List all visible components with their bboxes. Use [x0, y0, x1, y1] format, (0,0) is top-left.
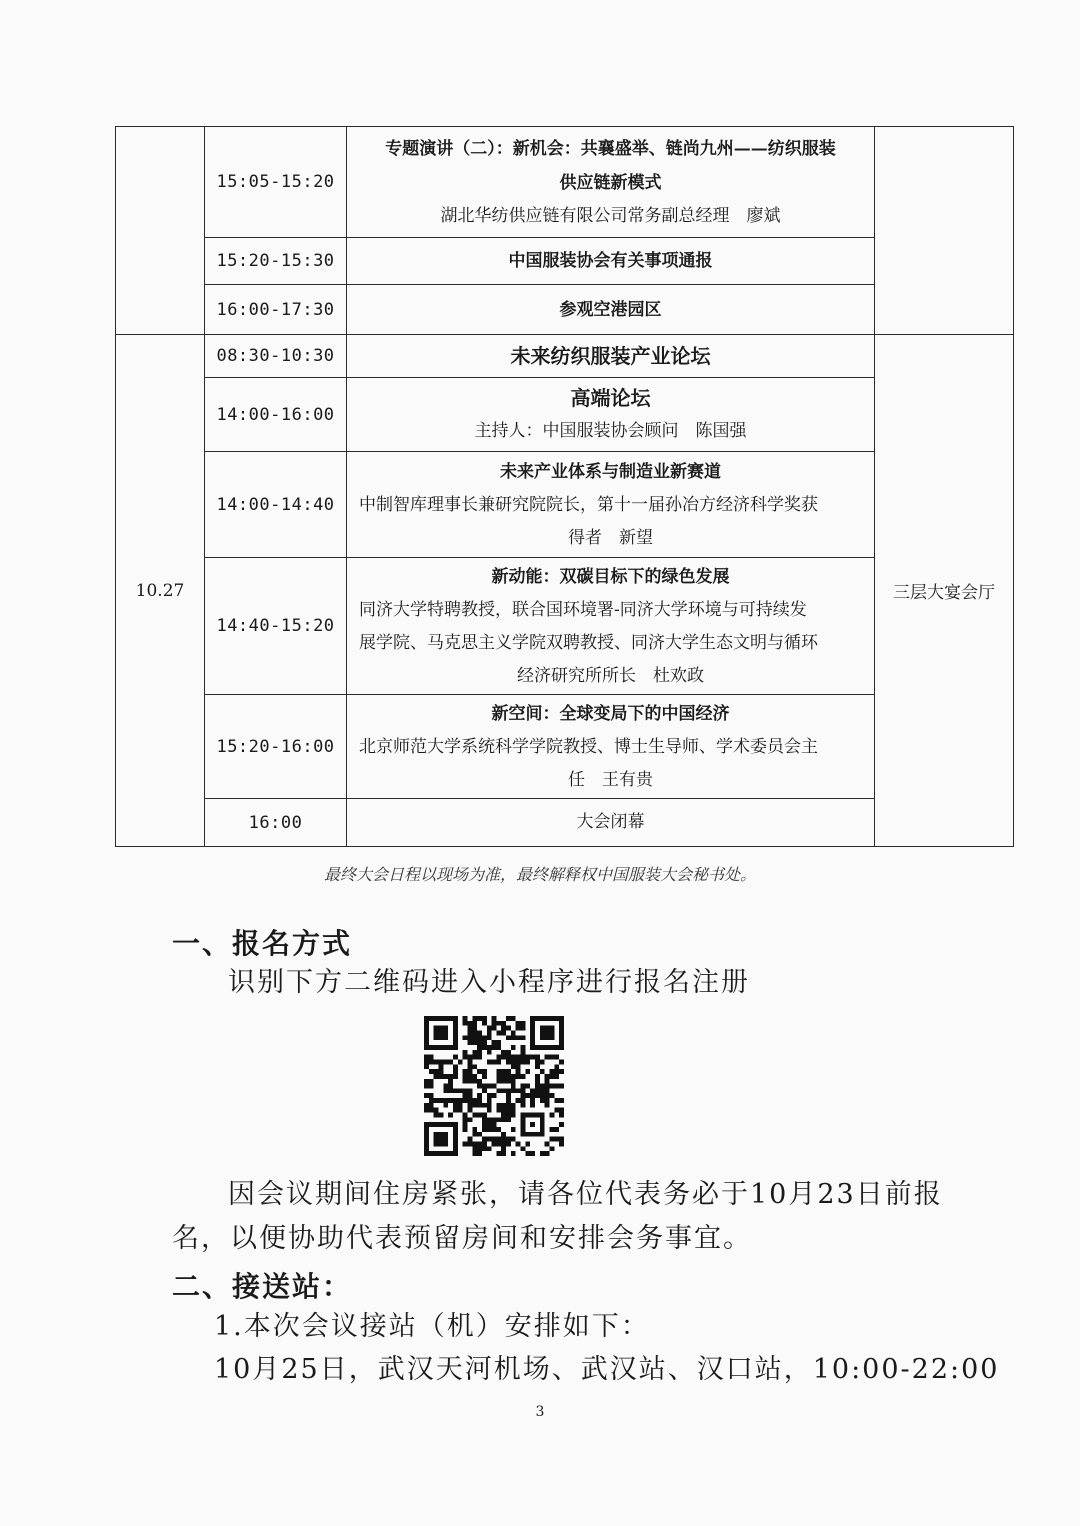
content-cell	[347, 127, 875, 238]
time-cell: 15:20-16:00	[205, 695, 347, 799]
venue-cell-empty	[875, 127, 1014, 335]
registration-instruction: 识别下方二维码进入小程序进行报名注册	[228, 967, 750, 998]
registration-note-line2: 名，以便协助代表预留房间和安排会务事宜。	[172, 1223, 752, 1254]
session-title: 专题演讲（二）：新机会：共襄盛举、链尚九州——纺织服装	[385, 138, 836, 159]
content-cell	[347, 238, 875, 285]
content-cell	[347, 558, 875, 695]
content-cell	[347, 378, 875, 452]
time-cell: 14:40-15:20	[205, 558, 347, 695]
content-cell	[347, 452, 875, 558]
session-speaker: 湖北华纺供应链有限公司常务副总经理 廖斌	[440, 205, 781, 226]
transfer-intro: 1.本次会议接站（机）安排如下：	[214, 1311, 650, 1342]
content-cell	[347, 285, 875, 335]
time-cell: 14:00-16:00	[205, 378, 347, 452]
table-row	[116, 335, 1014, 378]
session-title-cont: 供应链新模式	[559, 172, 662, 193]
session-title: 中国服装协会有关事项通报	[508, 251, 713, 271]
time-cell: 14:00-14:40	[205, 452, 347, 558]
date-cell-empty	[116, 127, 205, 335]
session-speaker: 北京师范大学系统科学学院教授、博士生导师、学术委员会主	[359, 736, 818, 757]
session-title: 新空间：全球变局下的中国经济	[491, 703, 730, 724]
session-speaker-cont: 任 王有贵	[568, 769, 653, 790]
section-heading-registration: 一、报名方式	[172, 927, 353, 960]
session-speaker: 同济大学特聘教授，联合国环境署-同济大学环境与可持续发	[359, 599, 807, 620]
content-cell	[347, 695, 875, 799]
content-cell	[347, 335, 875, 378]
session-host: 主持人：中国服装协会顾问 陈国强	[474, 421, 747, 441]
session-speaker-cont: 经济研究所所长 杜欢政	[517, 665, 704, 686]
time-cell: 08:30-10:30	[205, 335, 347, 378]
time-cell: 16:00-17:30	[205, 285, 347, 335]
time-cell: 15:05-15:20	[205, 127, 347, 238]
registration-note-line1: 因会议期间住房紧张，请各位代表务必于10月23日前报	[228, 1179, 943, 1210]
section-heading-transfer: 二、接送站：	[172, 1270, 353, 1303]
date-cell: 10.27	[116, 335, 205, 847]
time-cell: 16:00	[205, 799, 347, 847]
session-title: 参观空港园区	[559, 299, 662, 320]
session-title: 大会闭幕	[576, 812, 645, 832]
transfer-schedule: 10月25日，武汉天河机场、武汉站、汉口站，10:00-22:00	[214, 1354, 1000, 1385]
page-number: 3	[535, 1404, 545, 1420]
schedule-footnote: 最终大会日程以现场为准，最终解释权中国服装大会秘书处。	[323, 865, 756, 884]
session-title: 未来纺织服装产业论坛	[510, 344, 711, 368]
session-title: 新动能：双碳目标下的绿色发展	[491, 566, 730, 587]
session-speaker: 中制智库理事长兼研究院院长，第十一届孙冶方经济科学奖获	[359, 494, 818, 515]
session-speaker-cont: 得者 新望	[568, 527, 653, 548]
schedule-table	[115, 126, 1014, 847]
session-title: 未来产业体系与制造业新赛道	[500, 461, 721, 482]
table-row	[116, 127, 1014, 238]
session-title: 高端论坛	[570, 386, 651, 410]
content-cell	[347, 799, 875, 847]
time-cell: 15:20-15:30	[205, 238, 347, 285]
registration-qr-code[interactable]	[424, 1016, 564, 1156]
venue-cell: 三层大宴会厅	[875, 335, 1014, 847]
session-speaker-cont: 展学院、马克思主义学院双聘教授、同济大学生态文明与循环	[359, 632, 818, 653]
